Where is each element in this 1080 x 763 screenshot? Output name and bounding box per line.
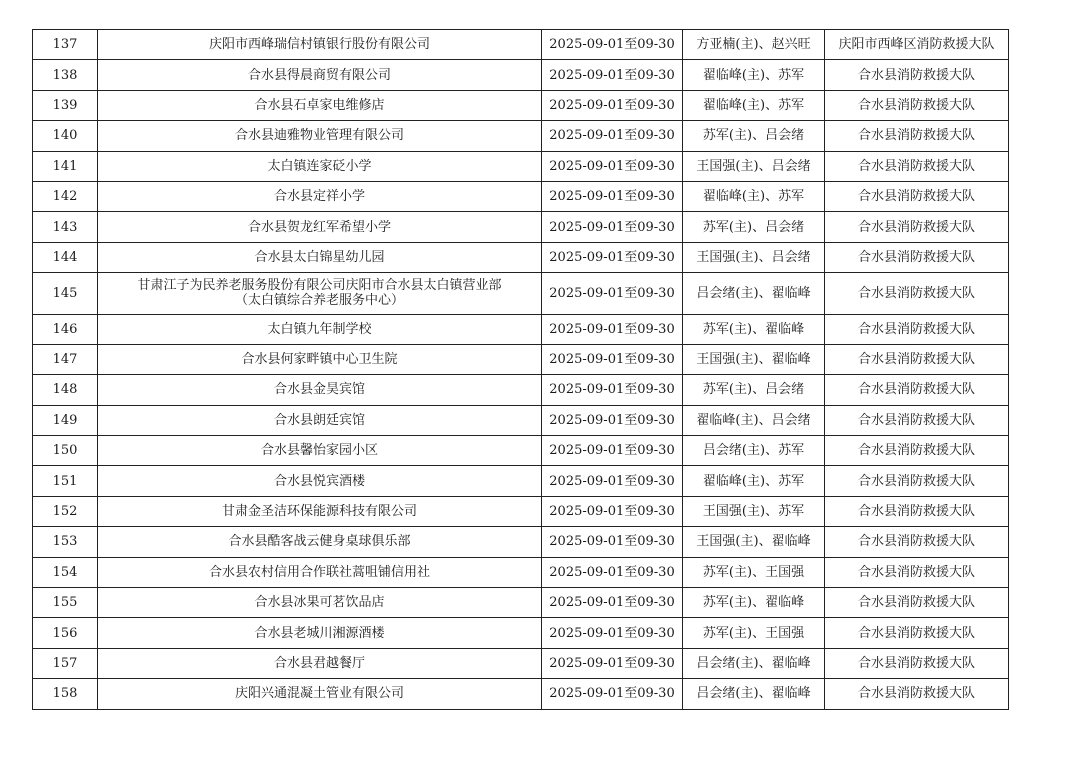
table-row	[33, 375, 1009, 405]
table-row	[33, 496, 1009, 526]
inspector-cell: 王国强(主)、翟临峰	[683, 527, 825, 557]
unit-name-line: 合水县迪雅物业管理有限公司	[234, 128, 404, 144]
fire-brigade-cell: 合水县消防救援大队	[825, 242, 1009, 272]
row-number-cell: 155	[33, 588, 98, 618]
row-number-cell: 143	[33, 212, 98, 242]
date-range-cell: 2025-09-01至09-30	[542, 496, 683, 526]
unit-name-cell	[98, 436, 542, 466]
inspector-cell: 吕会绪(主)、翟临峰	[683, 273, 825, 314]
row-number-cell: 137	[33, 30, 98, 60]
unit-name-cell	[98, 344, 542, 374]
unit-name-cell	[98, 314, 542, 344]
unit-name-line: 庆阳市西峰瑞信村镇银行股份有限公司	[208, 37, 430, 53]
row-number-cell: 158	[33, 679, 98, 709]
table-row	[33, 181, 1009, 211]
fire-brigade-cell: 合水县消防救援大队	[825, 344, 1009, 374]
unit-name-line: 合水县贺龙红军希望小学	[247, 219, 391, 235]
date-range-cell: 2025-09-01至09-30	[542, 679, 683, 709]
date-range-cell: 2025-09-01至09-30	[542, 314, 683, 344]
table-row	[33, 466, 1009, 496]
table-row	[33, 436, 1009, 466]
unit-name-line: （太白镇综合养老服务中心）	[234, 293, 404, 309]
row-number-cell: 153	[33, 527, 98, 557]
date-range-cell: 2025-09-01至09-30	[542, 466, 683, 496]
inspector-cell: 王国强(主)、苏军	[683, 496, 825, 526]
inspection-table-body	[33, 30, 1009, 710]
fire-brigade-cell: 合水县消防救援大队	[825, 618, 1009, 648]
unit-name-line: 合水县得晨商贸有限公司	[247, 67, 391, 83]
inspector-cell: 吕会绪(主)、苏军	[683, 436, 825, 466]
date-range-cell: 2025-09-01至09-30	[542, 121, 683, 151]
date-range-cell: 2025-09-01至09-30	[542, 344, 683, 374]
date-range-cell: 2025-09-01至09-30	[542, 405, 683, 435]
inspector-cell: 方亚楠(主)、赵兴旺	[683, 30, 825, 60]
unit-name-line: 太白镇连家砭小学	[267, 158, 372, 174]
fire-brigade-cell: 合水县消防救援大队	[825, 679, 1009, 709]
table-row	[33, 648, 1009, 678]
table-row	[33, 30, 1009, 60]
unit-name-line: 甘肃金圣洁环保能源科技有限公司	[221, 504, 417, 520]
inspector-cell: 苏军(主)、吕会绪	[683, 375, 825, 405]
date-range-cell: 2025-09-01至09-30	[542, 588, 683, 618]
inspector-cell: 苏军(主)、王国强	[683, 557, 825, 587]
inspector-cell: 翟临峰(主)、苏军	[683, 60, 825, 90]
table-row	[33, 557, 1009, 587]
unit-name-cell	[98, 273, 542, 314]
date-range-cell: 2025-09-01至09-30	[542, 557, 683, 587]
table-row	[33, 618, 1009, 648]
date-range-cell: 2025-09-01至09-30	[542, 60, 683, 90]
fire-brigade-cell: 合水县消防救援大队	[825, 273, 1009, 314]
row-number-cell: 156	[33, 618, 98, 648]
row-number-cell: 140	[33, 121, 98, 151]
date-range-cell: 2025-09-01至09-30	[542, 181, 683, 211]
row-number-cell: 154	[33, 557, 98, 587]
unit-name-cell	[98, 588, 542, 618]
unit-name-line: 合水县老城川湘源酒楼	[254, 625, 385, 641]
row-number-cell: 147	[33, 344, 98, 374]
date-range-cell: 2025-09-01至09-30	[542, 375, 683, 405]
fire-brigade-cell: 合水县消防救援大队	[825, 648, 1009, 678]
unit-name-cell	[98, 679, 542, 709]
unit-name-line: 合水县酷客战云健身桌球俱乐部	[228, 534, 411, 550]
unit-name-cell	[98, 30, 542, 60]
table-row	[33, 121, 1009, 151]
table-row	[33, 344, 1009, 374]
unit-name-cell	[98, 557, 542, 587]
unit-name-cell	[98, 181, 542, 211]
fire-brigade-cell: 合水县消防救援大队	[825, 90, 1009, 120]
table-row	[33, 314, 1009, 344]
fire-brigade-cell: 合水县消防救援大队	[825, 121, 1009, 151]
inspector-cell: 苏军(主)、王国强	[683, 618, 825, 648]
row-number-cell: 157	[33, 648, 98, 678]
unit-name-line: 合水县悦宾酒楼	[273, 473, 365, 489]
fire-brigade-cell: 合水县消防救援大队	[825, 588, 1009, 618]
unit-name-line: 合水县馨怡家园小区	[260, 443, 378, 459]
unit-name-cell	[98, 405, 542, 435]
inspector-cell: 吕会绪(主)、翟临峰	[683, 679, 825, 709]
inspector-cell: 王国强(主)、吕会绪	[683, 151, 825, 181]
date-range-cell: 2025-09-01至09-30	[542, 527, 683, 557]
date-range-cell: 2025-09-01至09-30	[542, 273, 683, 314]
table-row	[33, 90, 1009, 120]
unit-name-line: 合水县太白锦星幼儿园	[254, 249, 385, 265]
unit-name-line: 太白镇九年制学校	[267, 321, 372, 337]
row-number-cell: 150	[33, 436, 98, 466]
inspector-cell: 王国强(主)、翟临峰	[683, 344, 825, 374]
unit-name-cell	[98, 151, 542, 181]
date-range-cell: 2025-09-01至09-30	[542, 30, 683, 60]
unit-name-cell	[98, 121, 542, 151]
unit-name-line: 合水县石卓家电维修店	[254, 97, 385, 113]
fire-brigade-cell: 合水县消防救援大队	[825, 60, 1009, 90]
inspector-cell: 吕会绪(主)、翟临峰	[683, 648, 825, 678]
row-number-cell: 149	[33, 405, 98, 435]
unit-name-line: 合水县金昊宾馆	[273, 382, 365, 398]
inspector-cell: 翟临峰(主)、苏军	[683, 181, 825, 211]
unit-name-line: 合水县朗廷宾馆	[273, 412, 365, 428]
date-range-cell: 2025-09-01至09-30	[542, 212, 683, 242]
fire-brigade-cell: 庆阳市西峰区消防救援大队	[825, 30, 1009, 60]
inspector-cell: 翟临峰(主)、苏军	[683, 90, 825, 120]
unit-name-line: 合水县农村信用合作联社蒿咀铺信用社	[208, 564, 430, 580]
inspector-cell: 翟临峰(主)、吕会绪	[683, 405, 825, 435]
unit-name-cell	[98, 466, 542, 496]
fire-brigade-cell: 合水县消防救援大队	[825, 466, 1009, 496]
fire-brigade-cell: 合水县消防救援大队	[825, 181, 1009, 211]
row-number-cell: 151	[33, 466, 98, 496]
table-row	[33, 588, 1009, 618]
date-range-cell: 2025-09-01至09-30	[542, 151, 683, 181]
fire-brigade-cell: 合水县消防救援大队	[825, 314, 1009, 344]
unit-name-line: 甘肃江子为民养老服务股份有限公司庆阳市合水县太白镇营业部	[137, 278, 502, 294]
unit-name-line: 庆阳兴通混凝土管业有限公司	[234, 686, 404, 702]
fire-brigade-cell: 合水县消防救援大队	[825, 496, 1009, 526]
inspection-table	[32, 29, 1009, 710]
date-range-cell: 2025-09-01至09-30	[542, 436, 683, 466]
inspector-cell: 王国强(主)、吕会绪	[683, 242, 825, 272]
unit-name-cell	[98, 242, 542, 272]
inspector-cell: 翟临峰(主)、苏军	[683, 466, 825, 496]
unit-name-cell	[98, 375, 542, 405]
unit-name-cell	[98, 527, 542, 557]
unit-name-line: 合水县定祥小学	[273, 189, 365, 205]
table-row	[33, 212, 1009, 242]
row-number-cell: 148	[33, 375, 98, 405]
table-row	[33, 405, 1009, 435]
unit-name-cell	[98, 618, 542, 648]
unit-name-cell	[98, 60, 542, 90]
row-number-cell: 144	[33, 242, 98, 272]
fire-brigade-cell: 合水县消防救援大队	[825, 527, 1009, 557]
table-row	[33, 273, 1009, 314]
table-row	[33, 242, 1009, 272]
row-number-cell: 145	[33, 273, 98, 314]
date-range-cell: 2025-09-01至09-30	[542, 90, 683, 120]
table-row	[33, 679, 1009, 709]
unit-name-cell	[98, 90, 542, 120]
table-row	[33, 60, 1009, 90]
row-number-cell: 139	[33, 90, 98, 120]
date-range-cell: 2025-09-01至09-30	[542, 242, 683, 272]
date-range-cell: 2025-09-01至09-30	[542, 618, 683, 648]
fire-brigade-cell: 合水县消防救援大队	[825, 557, 1009, 587]
fire-brigade-cell: 合水县消防救援大队	[825, 405, 1009, 435]
row-number-cell: 138	[33, 60, 98, 90]
fire-brigade-cell: 合水县消防救援大队	[825, 151, 1009, 181]
inspector-cell: 苏军(主)、吕会绪	[683, 121, 825, 151]
fire-brigade-cell: 合水县消防救援大队	[825, 436, 1009, 466]
unit-name-line: 合水县君越餐厅	[273, 656, 365, 671]
date-range-cell: 2025-09-01至09-30	[542, 648, 683, 678]
inspector-cell: 苏军(主)、翟临峰	[683, 314, 825, 344]
table-row	[33, 151, 1009, 181]
row-number-cell: 141	[33, 151, 98, 181]
unit-name-cell	[98, 648, 542, 678]
unit-name-line: 合水县何家畔镇中心卫生院	[241, 352, 398, 368]
row-number-cell: 146	[33, 314, 98, 344]
inspector-cell: 苏军(主)、翟临峰	[683, 588, 825, 618]
fire-brigade-cell: 合水县消防救援大队	[825, 212, 1009, 242]
table-row	[33, 527, 1009, 557]
row-number-cell: 142	[33, 181, 98, 211]
fire-brigade-cell: 合水县消防救援大队	[825, 375, 1009, 405]
unit-name-cell	[98, 496, 542, 526]
unit-name-line: 合水县冰果可茗饮品店	[254, 595, 385, 611]
row-number-cell: 152	[33, 496, 98, 526]
inspector-cell: 苏军(主)、吕会绪	[683, 212, 825, 242]
unit-name-cell	[98, 212, 542, 242]
